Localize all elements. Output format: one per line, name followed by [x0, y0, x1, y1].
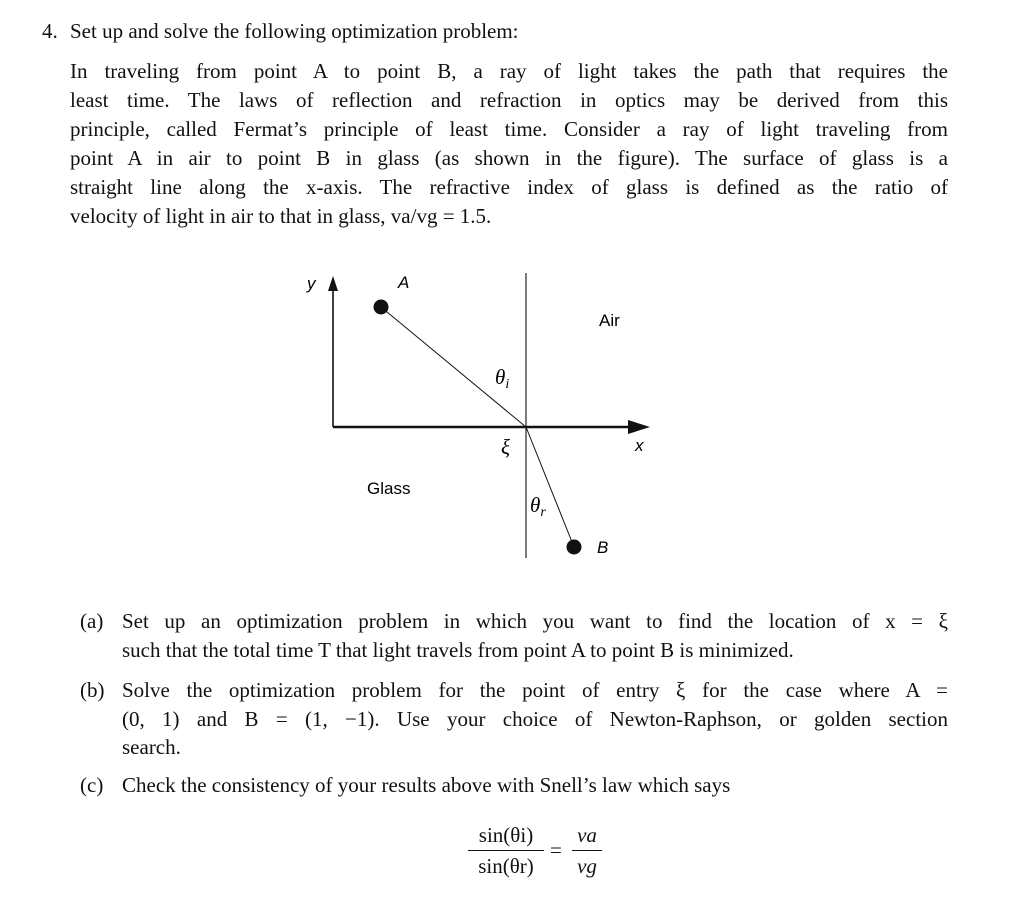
paragraph-line-4: point A in air to point B in glass (as shown in the figure). The surface of glass is a: [70, 146, 948, 171]
rhs-fraction-bar: [572, 850, 602, 851]
refraction-figure: [290, 260, 670, 570]
theta-r-label: θr: [530, 493, 546, 520]
paragraph-line-1: In traveling from point A to point B, a ray of light takes the path that requires the: [70, 59, 948, 83]
point-a-dot: [374, 300, 389, 315]
part-b-line-1: Solve the optimization problem for the point of entry ξ for the case where A =: [122, 678, 948, 702]
glass-label: Glass: [367, 479, 411, 498]
x-axis-label: x: [635, 436, 644, 455]
problem-paragraph: [70, 57, 948, 232]
y-axis-arrowhead: [328, 276, 338, 291]
part-a-line-1: Set up an optimization problem in which you want to find the location of x = ξ: [122, 609, 948, 633]
refracted-ray: [526, 427, 574, 547]
part-a-body: [122, 607, 948, 664]
snells-law-formula: [468, 822, 608, 884]
problem-number: 4.: [42, 19, 58, 43]
rhs-fraction: [572, 822, 602, 879]
part-a-line-2: such that the total time T that light travels from point A to point B is minimized.: [122, 637, 794, 662]
y-axis-label: y: [307, 274, 316, 293]
part-b-body: [122, 676, 948, 762]
part-a-label: (a): [80, 609, 104, 633]
part-b-label: (b): [80, 678, 105, 702]
part-b-line-2: (0, 1) and B = (1, −1). Use your choice of Newton-Raphson, or golden section: [122, 706, 948, 731]
x-axis-arrowhead: [628, 420, 650, 434]
equals-sign: =: [550, 838, 562, 862]
air-label: Air: [599, 311, 620, 330]
part-c-line-1: Check the consistency of your results above with Snell’s law which says: [122, 773, 731, 797]
lhs-fraction: [468, 822, 544, 879]
paragraph-line-3: principle, called Fermat’s principle of least time. Consider a ray of light traveling from: [70, 117, 948, 142]
part-c-label: (c): [80, 773, 104, 797]
rhs-denominator: vg: [577, 854, 597, 878]
problem-heading: Set up and solve the following optimization problem:: [70, 19, 519, 43]
xi-label: ξ: [501, 435, 510, 459]
lhs-denominator: sin(θr): [478, 854, 534, 878]
paragraph-line-2: least time. The laws of reflection and refraction in optics may be derived from this: [70, 88, 948, 113]
part-c-body: [122, 771, 948, 800]
paragraph-line-6: velocity of light in air to that in glass, va/vg = 1.5.: [70, 204, 492, 229]
theta-i-label: θi: [495, 365, 510, 392]
refraction-diagram: [290, 260, 670, 570]
rhs-numerator: va: [577, 823, 597, 847]
lhs-numerator: sin(θi): [478, 823, 534, 847]
lhs-fraction-bar: [468, 850, 544, 851]
part-b-line-3: search.: [122, 735, 181, 759]
point-b-label: B: [597, 538, 609, 557]
point-b-dot: [567, 540, 582, 555]
paragraph-line-5: straight line along the x-axis. The refractive index of glass is defined as the ratio of: [70, 175, 948, 200]
point-a-label: A: [398, 273, 410, 292]
